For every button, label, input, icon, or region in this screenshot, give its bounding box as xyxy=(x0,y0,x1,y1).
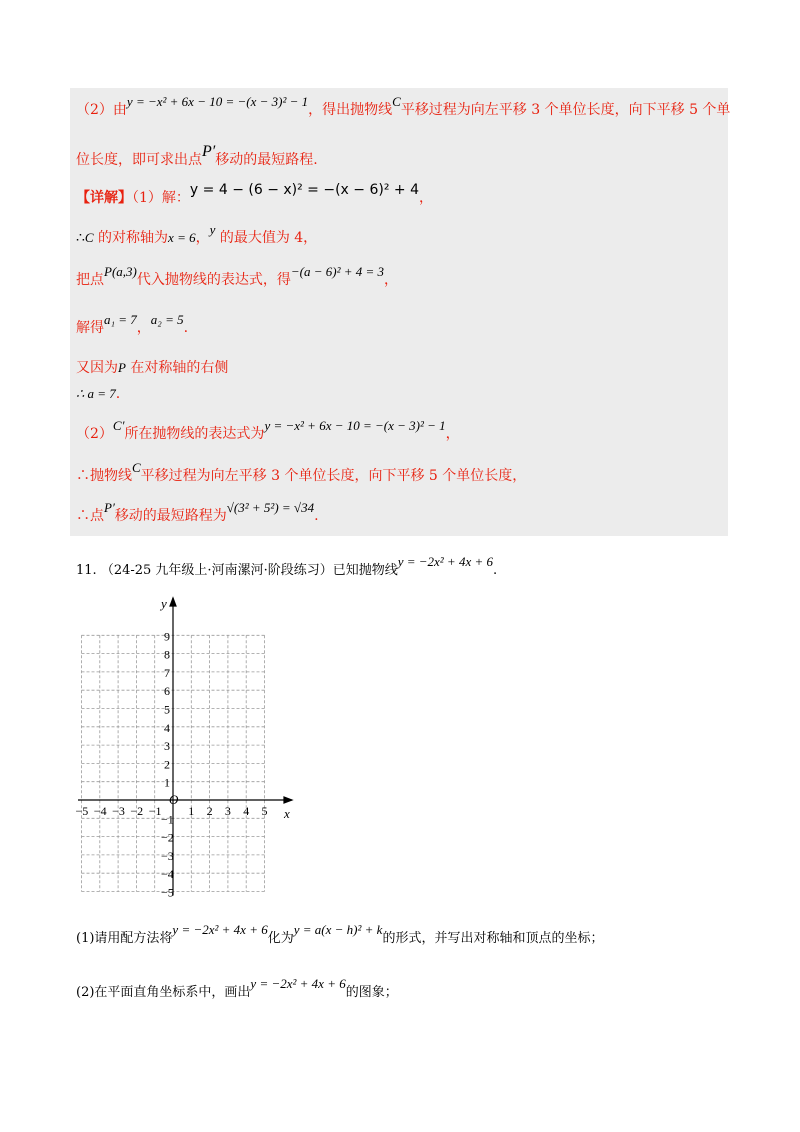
y-tick-label: −5 xyxy=(161,885,174,900)
substitute-line xyxy=(76,264,399,290)
text: 平移过程为向左平移 3 个单位长度，向下平移 5 个单位长度， xyxy=(140,468,527,484)
axis-line xyxy=(76,222,318,248)
part1-question xyxy=(76,922,604,949)
text: ， xyxy=(136,320,151,336)
analysis-2-line2 xyxy=(76,143,318,170)
a-result-line xyxy=(76,384,120,404)
equation: −(a − 6)² + 4 = 3 xyxy=(290,264,385,279)
y-tick-label: −4 xyxy=(161,867,174,882)
y-tick-label: 5 xyxy=(164,702,170,717)
y-axis-arrow xyxy=(170,598,176,606)
y-tick-label: 7 xyxy=(164,665,170,680)
y-tick-label: 4 xyxy=(164,720,170,735)
math-C: C xyxy=(132,460,141,475)
text: 的最大值为 4， xyxy=(215,230,318,246)
math-C-prime: C′ xyxy=(112,418,125,433)
math-point: P(a,3) xyxy=(104,264,137,279)
y-tick-label: 3 xyxy=(164,739,170,754)
distance-line xyxy=(76,500,319,526)
x-tick-label: 1 xyxy=(188,804,195,818)
axes xyxy=(75,598,292,896)
x-tick-label: 2 xyxy=(206,804,213,818)
text: 又因为 xyxy=(76,360,118,376)
x-tick-label: −4 xyxy=(93,804,107,818)
equation: √(3² + 5²) = √34 xyxy=(226,500,315,515)
text: ， xyxy=(384,272,399,288)
therefore-symbol: ∴ xyxy=(76,230,85,246)
text: . xyxy=(314,508,319,524)
x-axis-arrow xyxy=(284,797,292,803)
text: . xyxy=(115,386,121,402)
question-11 xyxy=(76,554,498,581)
y-tick-label: 1 xyxy=(164,775,170,790)
text: （2）由 xyxy=(76,102,127,118)
x-tick-label: −5 xyxy=(75,804,89,818)
equation: y = −2x² + 4x + 6 xyxy=(250,976,346,991)
detail-line1 xyxy=(76,182,433,208)
x-tick-label: 3 xyxy=(224,804,231,818)
axis-labels xyxy=(76,596,291,900)
x-tick-label: −2 xyxy=(130,804,144,818)
text: ，得出抛物线 xyxy=(308,102,393,118)
equation: y = −2x² + 4x + 6 xyxy=(397,554,494,569)
y-tick-label: 2 xyxy=(164,757,170,772)
y-tick-label: 6 xyxy=(164,684,170,699)
part2-question xyxy=(76,976,398,1003)
text: (2)在平面直角坐标系中，画出 xyxy=(76,985,251,1000)
y-axis-label: y xyxy=(161,596,167,611)
part2-line xyxy=(76,418,460,444)
text: 所在抛物线的表达式为 xyxy=(124,426,265,442)
y-tick-label: −2 xyxy=(161,830,174,845)
text: 位长度，即可求出点 xyxy=(76,152,202,168)
text: 的形式，并写出对称轴和顶点的坐标； xyxy=(382,931,604,946)
text: （1）解： xyxy=(132,190,190,206)
text: 代入抛物线的表达式，得 xyxy=(136,272,291,288)
equation: y = 4 − (6 − x)² = −(x − 6)² + 4 xyxy=(189,182,419,198)
y-tick-label: 8 xyxy=(164,647,170,662)
text: 的图象； xyxy=(345,985,398,1000)
math-C: C xyxy=(84,230,94,245)
math-P: P xyxy=(118,360,126,375)
y-tick-label: 9 xyxy=(164,629,170,644)
x-tick-label: 5 xyxy=(261,804,268,818)
equation: y = a(x − h)² + k xyxy=(293,922,383,937)
math-P-prime: P′ xyxy=(104,500,115,515)
coordinate-grid xyxy=(70,592,300,900)
equation: y = −2x² + 4x + 6 xyxy=(172,922,268,937)
text: 移动的最短路程. xyxy=(215,152,318,168)
math-P-prime: P′ xyxy=(202,143,216,160)
x-tick-label: −3 xyxy=(112,804,125,818)
text: . xyxy=(183,320,189,336)
text: ， xyxy=(419,190,433,206)
origin-label: O xyxy=(169,792,179,807)
text: ， xyxy=(195,230,210,246)
question-source: （24-25 九年级上·河南漯河·阶段练习）已知抛物线 xyxy=(100,563,398,578)
question-number: 11. xyxy=(76,563,97,578)
shift-line xyxy=(76,460,527,486)
right-side-line xyxy=(76,358,228,378)
text: . xyxy=(493,563,498,578)
text: （2） xyxy=(76,426,113,442)
math-C: C xyxy=(392,94,401,109)
solve-line xyxy=(76,312,189,338)
text: 的对称轴为 xyxy=(93,230,169,246)
text: ∴抛物线 xyxy=(76,468,132,484)
analysis-2-line1 xyxy=(76,94,731,120)
text: 化为 xyxy=(267,931,294,946)
text: 平移过程为向左平移 3 个单位长度，向下平移 5 个单 xyxy=(400,102,731,118)
x-tick-label: −1 xyxy=(148,804,162,818)
text: 把点 xyxy=(76,272,104,288)
y-tick-label: −3 xyxy=(161,848,174,863)
text: ， xyxy=(445,426,460,442)
text: 移动的最短路程为 xyxy=(114,508,227,524)
equation: x = 6 xyxy=(168,230,196,245)
equation: y = −x² + 6x − 10 = −(x − 3)² − 1 xyxy=(126,94,309,109)
y-tick-label: −1 xyxy=(161,812,174,827)
equation: a₁ = 7 xyxy=(104,312,137,327)
equation: a₂ = 5 xyxy=(150,312,184,327)
detail-label: 【详解】 xyxy=(76,190,132,206)
math-y: y xyxy=(209,222,216,237)
equation: y = −x² + 6x − 10 = −(x − 3)² − 1 xyxy=(264,418,446,433)
text: (1)请用配方法将 xyxy=(76,931,173,946)
text: ∴点 xyxy=(76,508,104,524)
x-tick-label: 4 xyxy=(243,804,250,818)
text: 在对称轴的右侧 xyxy=(125,360,229,376)
equation: ∴ a = 7 xyxy=(76,386,116,401)
x-axis-label: x xyxy=(284,806,290,821)
text: 解得 xyxy=(76,320,104,336)
